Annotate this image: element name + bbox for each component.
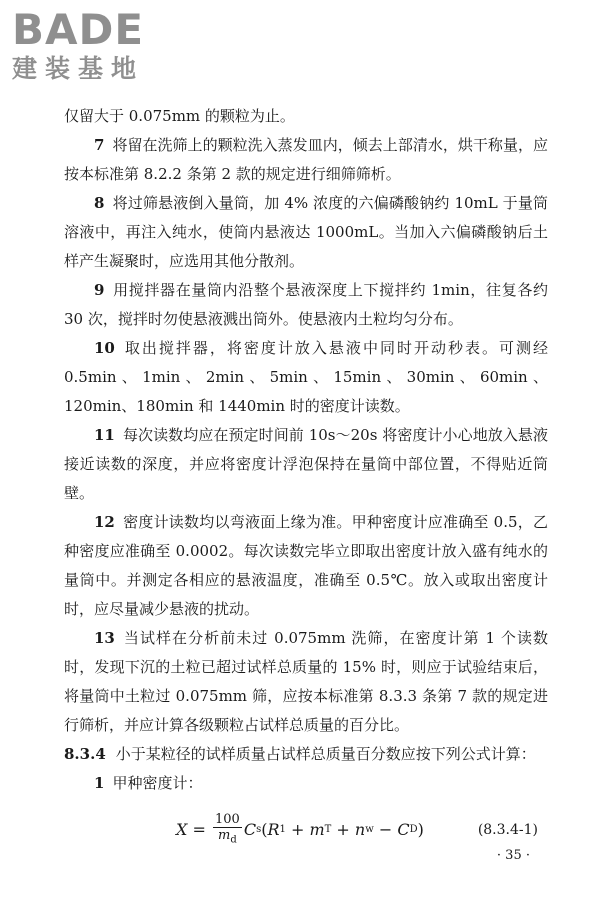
item-number: 9 xyxy=(94,281,105,299)
document-body xyxy=(64,102,548,854)
item-text: 将过筛悬液倒入量筒，加 4% 浓度的六偏磷酸钠约 10mL 于量筒溶液中，再注入纯水，使筒内悬液达 1000mL。当加入六偏磷酸钠后土样产生凝聚时，应选用其他分散剂。 xyxy=(64,194,548,270)
item-number: 11 xyxy=(94,426,115,444)
item-text: 将留在洗筛上的颗粒洗入蒸发皿内，倾去上部清水，烘干称量，应按本标准第 8.2.2 条第 2 款的规定进行细筛筛析。 xyxy=(64,136,548,183)
item-text: 甲种密度计： xyxy=(112,774,203,792)
paragraph-item-8 xyxy=(64,189,548,276)
item-text: 每次读数均应在预定时间前 10s～20s 将密度计小心地放入悬液接近读数的深度，并应将密度计浮泡保持在量筒中部位置，不得贴近筒壁。 xyxy=(64,426,548,502)
paragraph-continuation: 仅留大于 0.075mm 的颗粒为止。 xyxy=(64,107,295,125)
item-number: 8 xyxy=(94,194,105,212)
logo-brand-cn: 建装基地 xyxy=(12,54,145,83)
paragraph-item-13 xyxy=(64,624,548,740)
item-number: 1 xyxy=(94,774,105,792)
formula-number: (8.3.4-1) xyxy=(477,822,538,838)
item-text: 密度计读数均以弯液面上缘为准。甲种密度计应准确至 0.5，乙种密度应准确至 0.0002。每次读数完毕立即取出密度计放入盛有纯水的量筒中。并测定各相应的悬液温度，准确至 0.5℃。放入或取出密度计时，应尽量减少悬液的扰动。 xyxy=(64,513,548,618)
item-text: 取出搅拌器，将密度计放入悬液中同时开动秒表。可测经 0.5min、1min、2min、5min、15min、30min、60min、120min、180min 和 1440min 时的密度计读数。 xyxy=(64,339,548,415)
formula-expression: X = $\frac{100}{m_d}$ C s ( R 1 + m T + n w − C D ) xyxy=(176,812,424,846)
item-number: 12 xyxy=(94,513,115,531)
item-number: 10 xyxy=(94,339,115,357)
item-number: 7 xyxy=(94,136,105,154)
section-number: 8.3.4 xyxy=(64,745,106,763)
paragraph-item-1 xyxy=(64,769,548,798)
bade-logo xyxy=(12,5,145,84)
paragraph-item-10 xyxy=(64,334,548,421)
paragraph-item-9 xyxy=(64,276,548,334)
item-number: 13 xyxy=(94,629,115,647)
paragraph-item-7 xyxy=(64,131,548,189)
page-number: · 35 · xyxy=(496,848,530,863)
formula-fraction: $\frac{100}{m_d}$ xyxy=(214,812,240,846)
paragraph-item-12 xyxy=(64,508,548,624)
section-text: 小于某粒径的试样质量占试样总质量百分数应按下列公式计算： xyxy=(115,745,536,763)
item-text: 用搅拌器在量筒内沿整个悬液深度上下搅拌约 1min，往复各约 30 次，搅拌时勿使悬液溅出筒外。使悬液内土粒均匀分布。 xyxy=(64,281,548,328)
formula-8-3-4-1 xyxy=(64,802,548,854)
section-8-3-4 xyxy=(64,740,548,769)
item-text: 当试样在分析前未过 0.075mm 洗筛，在密度计第 1 个读数时，发现下沉的土粒已超过试样总质量的 15% 时，则应于试验结束后，将量筒中土粒过 0.075mm 筛，应按本标准第 8.3.3 条第 7 款的规定进行筛析，并应计算各级颗粒占试样总质量的百分比。 xyxy=(64,629,548,734)
paragraph-item-11 xyxy=(64,421,548,508)
logo-brand-en: BADE xyxy=(12,5,145,54)
